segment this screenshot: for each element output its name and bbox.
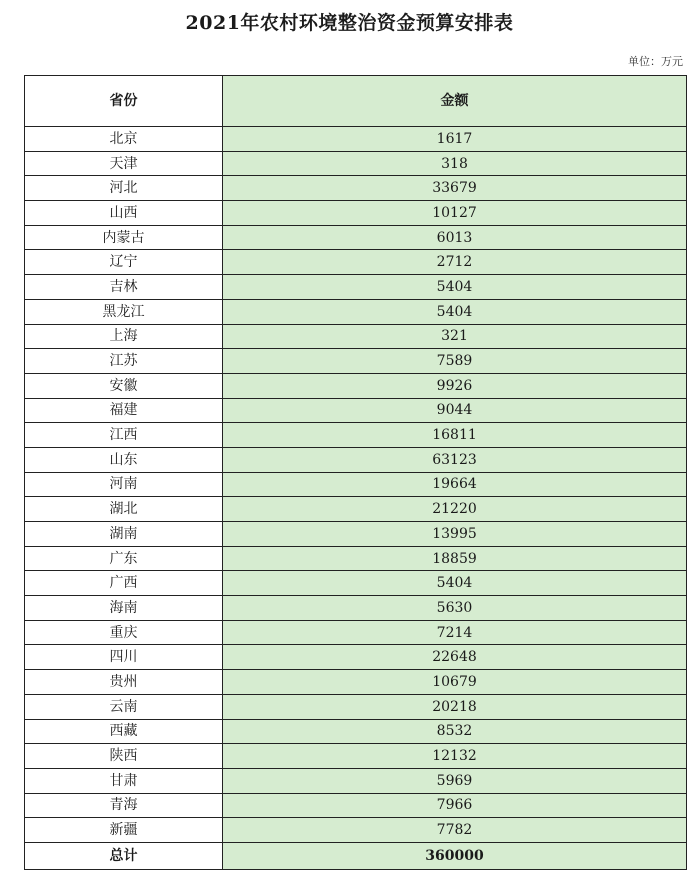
table-row [25, 620, 687, 645]
province-cell: 黑龙江 [25, 299, 223, 324]
province-cell: 湖北 [25, 497, 223, 522]
table-row [25, 225, 687, 250]
table-row [25, 373, 687, 398]
table-row [25, 670, 687, 695]
table-row [25, 645, 687, 670]
amount-cell: 21220 [223, 497, 687, 522]
table-row [25, 201, 687, 226]
total-label: 总计 [25, 842, 223, 869]
amount-cell: 18859 [223, 546, 687, 571]
amount-cell: 321 [223, 324, 687, 349]
amount-cell: 10127 [223, 201, 687, 226]
amount-cell: 5630 [223, 596, 687, 621]
table-row [25, 472, 687, 497]
table-row [25, 546, 687, 571]
amount-cell: 5969 [223, 768, 687, 793]
table-row [25, 719, 687, 744]
table-row [25, 275, 687, 300]
amount-cell: 7966 [223, 793, 687, 818]
amount-cell: 16811 [223, 423, 687, 448]
amount-cell: 19664 [223, 472, 687, 497]
province-cell: 西藏 [25, 719, 223, 744]
table-row [25, 768, 687, 793]
province-cell: 内蒙古 [25, 225, 223, 250]
amount-cell: 33679 [223, 176, 687, 201]
header-province: 省份 [25, 76, 223, 127]
budget-table [24, 75, 687, 870]
table-row [25, 497, 687, 522]
table-header-row [25, 76, 687, 127]
amount-cell: 12132 [223, 744, 687, 769]
table-row [25, 793, 687, 818]
province-cell: 云南 [25, 694, 223, 719]
amount-cell: 1617 [223, 127, 687, 152]
table-row [25, 694, 687, 719]
province-cell: 贵州 [25, 670, 223, 695]
table-row [25, 744, 687, 769]
province-cell: 四川 [25, 645, 223, 670]
province-cell: 甘肃 [25, 768, 223, 793]
amount-cell: 7782 [223, 818, 687, 843]
amount-cell: 63123 [223, 447, 687, 472]
province-cell: 上海 [25, 324, 223, 349]
table-row [25, 447, 687, 472]
province-cell: 吉林 [25, 275, 223, 300]
province-cell: 江西 [25, 423, 223, 448]
amount-cell: 318 [223, 151, 687, 176]
province-cell: 新疆 [25, 818, 223, 843]
amount-cell: 2712 [223, 250, 687, 275]
amount-cell: 5404 [223, 571, 687, 596]
amount-cell: 10679 [223, 670, 687, 695]
province-cell: 江苏 [25, 349, 223, 374]
province-cell: 河南 [25, 472, 223, 497]
province-cell: 湖南 [25, 522, 223, 547]
table-row [25, 176, 687, 201]
table-row [25, 349, 687, 374]
table-row [25, 522, 687, 547]
table-row [25, 324, 687, 349]
table-row [25, 596, 687, 621]
province-cell: 辽宁 [25, 250, 223, 275]
province-cell: 青海 [25, 793, 223, 818]
header-amount: 金额 [223, 76, 687, 127]
amount-cell: 22648 [223, 645, 687, 670]
amount-cell: 5404 [223, 275, 687, 300]
amount-cell: 5404 [223, 299, 687, 324]
amount-cell: 8532 [223, 719, 687, 744]
province-cell: 重庆 [25, 620, 223, 645]
province-cell: 山西 [25, 201, 223, 226]
total-row [25, 842, 687, 869]
amount-cell: 7214 [223, 620, 687, 645]
total-amount: 360000 [223, 842, 687, 869]
unit-label: 单位：万元 [628, 55, 683, 68]
province-cell: 海南 [25, 596, 223, 621]
amount-cell: 13995 [223, 522, 687, 547]
province-cell: 河北 [25, 176, 223, 201]
province-cell: 山东 [25, 447, 223, 472]
amount-cell: 9044 [223, 398, 687, 423]
province-cell: 天津 [25, 151, 223, 176]
amount-cell: 9926 [223, 373, 687, 398]
table-body [25, 127, 687, 870]
table-row [25, 818, 687, 843]
table-row [25, 127, 687, 152]
amount-cell: 7589 [223, 349, 687, 374]
table-row [25, 423, 687, 448]
amount-cell: 20218 [223, 694, 687, 719]
province-cell: 北京 [25, 127, 223, 152]
province-cell: 广东 [25, 546, 223, 571]
province-cell: 陕西 [25, 744, 223, 769]
province-cell: 广西 [25, 571, 223, 596]
table-row [25, 299, 687, 324]
amount-cell: 6013 [223, 225, 687, 250]
province-cell: 福建 [25, 398, 223, 423]
page-title: 2021年农村环境整治资金预算安排表 [185, 12, 514, 34]
table-row [25, 398, 687, 423]
table-row [25, 571, 687, 596]
table-row [25, 250, 687, 275]
table-row [25, 151, 687, 176]
province-cell: 安徽 [25, 373, 223, 398]
